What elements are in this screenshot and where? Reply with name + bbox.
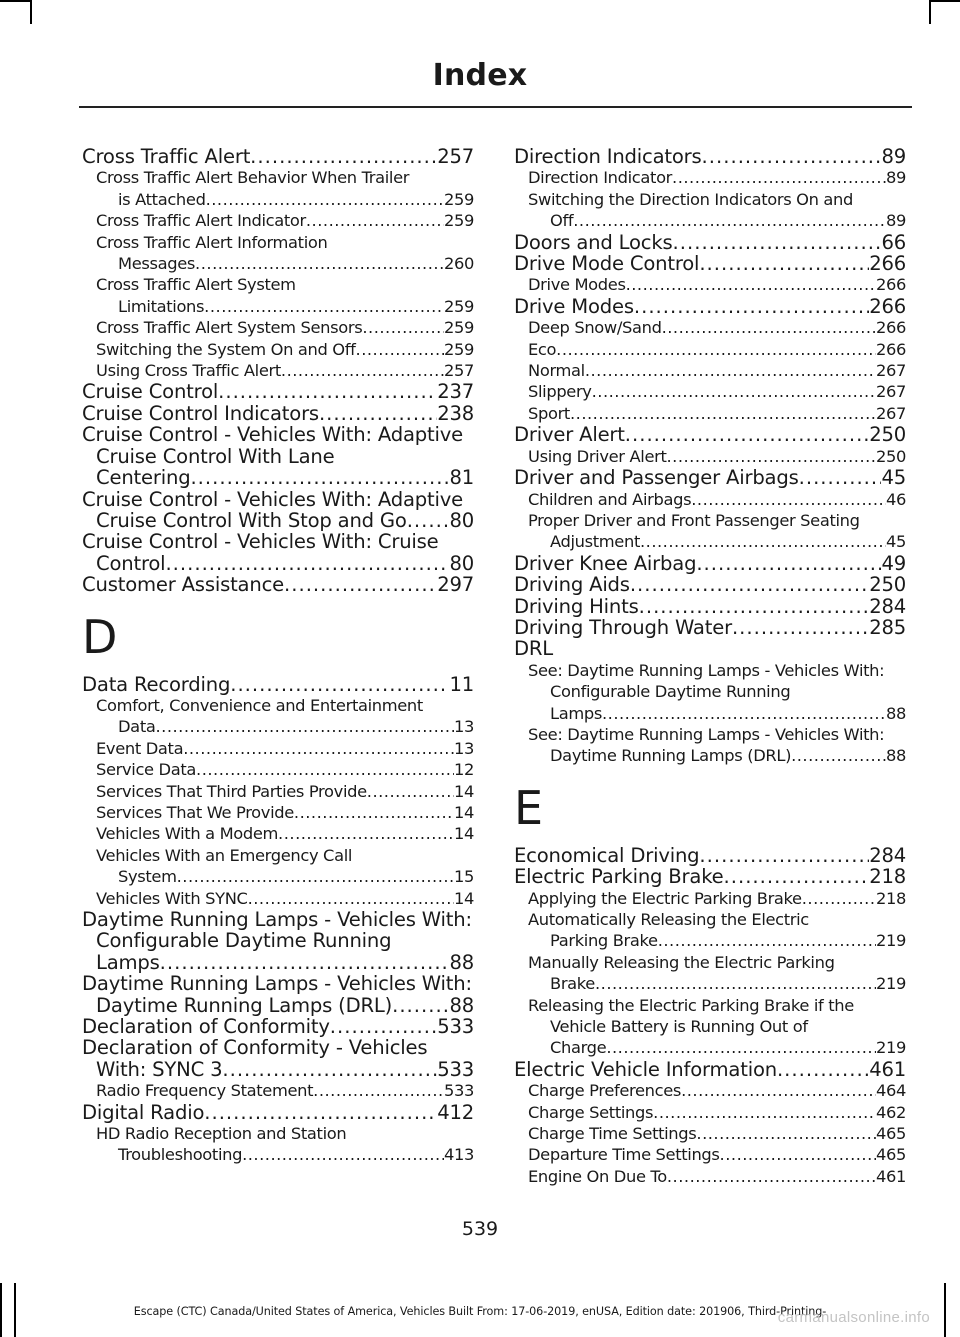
crop-mark-top-left-v <box>30 0 32 24</box>
entry-page-number: 259 <box>443 211 474 231</box>
entry-text: Driver Alert <box>514 423 625 447</box>
entry-page-number: 219 <box>875 974 906 994</box>
entry-page-number: 11 <box>449 672 474 696</box>
entry-page-number: 465 <box>875 1124 906 1144</box>
dot-leader <box>392 995 449 1016</box>
entry-text: Declaration of Conformity <box>82 1015 330 1039</box>
index-entry <box>514 253 906 274</box>
dot-leader <box>640 531 886 552</box>
entry-text: Daytime Running Lamps (DRL) <box>96 993 393 1017</box>
index-subentry <box>82 274 474 317</box>
dot-leader <box>319 403 437 424</box>
dot-leader <box>278 823 454 844</box>
dot-leader <box>570 403 876 424</box>
dot-leader <box>653 1102 876 1123</box>
entry-text: Cross Traffic Alert System <box>96 275 296 295</box>
entry-page-number: 266 <box>869 294 906 318</box>
dot-leader <box>592 381 876 402</box>
entry-page-number: 238 <box>437 401 474 425</box>
index-column-right <box>514 146 906 1187</box>
entry-page-number: 14 <box>453 824 474 844</box>
entry-page-number: 88 <box>885 746 906 766</box>
dot-leader <box>802 888 876 909</box>
entry-page-number: 533 <box>443 1081 474 1101</box>
entry-page-number: 412 <box>437 1100 474 1124</box>
entry-text: Charge <box>550 1038 607 1058</box>
entry-text: Services That Third Parties Provide <box>96 781 367 801</box>
dot-leader <box>667 1166 876 1187</box>
index-subentry <box>514 1166 906 1187</box>
page-number: 539 <box>461 1218 499 1240</box>
entry-text: DRL <box>514 637 554 661</box>
dot-leader <box>407 510 450 531</box>
entry-page-number: 14 <box>453 888 474 908</box>
entry-text: Cross Traffic Alert Indicator <box>96 211 306 231</box>
entry-text: Data Recording <box>82 672 231 696</box>
entry-page-number: 13 <box>453 738 474 758</box>
entry-page-number: 257 <box>443 361 474 381</box>
entry-page-number: 266 <box>875 275 906 295</box>
index-entry <box>514 617 906 638</box>
index-entry <box>514 1059 906 1080</box>
header-rule <box>79 106 912 108</box>
entry-page-number: 266 <box>875 339 906 359</box>
entry-text: Using Cross Traffic Alert <box>96 361 281 381</box>
entry-text: Troubleshooting <box>118 1145 243 1165</box>
index-entry <box>82 1037 474 1080</box>
entry-page-number: 89 <box>885 211 906 231</box>
index-subentry <box>514 1123 906 1144</box>
dot-leader <box>602 703 886 724</box>
entry-text: Driver and Passenger Airbags <box>514 466 799 490</box>
dot-leader <box>155 716 453 737</box>
dot-leader <box>356 339 444 360</box>
dot-leader <box>799 467 882 488</box>
dot-leader <box>658 930 876 951</box>
entry-page-number: 12 <box>453 760 474 780</box>
dot-leader <box>724 866 870 887</box>
index-subentry <box>82 888 474 909</box>
dot-leader <box>206 189 444 210</box>
entry-text: System <box>118 867 177 887</box>
dot-leader <box>732 617 869 638</box>
index-subentry <box>514 189 906 232</box>
index-entry <box>514 296 906 317</box>
entry-text: Cross Traffic Alert Information <box>96 232 328 252</box>
index-entry <box>514 845 906 866</box>
index-subentry <box>514 909 906 952</box>
index-column-left <box>82 146 474 1166</box>
entry-text: Drive Modes <box>514 294 634 318</box>
index-entry <box>82 381 474 402</box>
crop-mark-top-left <box>0 0 30 2</box>
entry-text: Cruise Control - Vehicles With: Adaptive <box>82 423 463 447</box>
entry-text: Control <box>96 551 166 575</box>
dot-leader <box>367 781 454 802</box>
index-entry <box>82 489 474 532</box>
entry-text: Services That We Provide <box>96 802 294 822</box>
entry-page-number: 15 <box>453 867 474 887</box>
entry-text: Daytime Running Lamps (DRL) <box>550 746 792 766</box>
index-entry <box>514 467 906 488</box>
entry-text: Sport <box>528 403 570 423</box>
dot-leader <box>699 253 869 274</box>
index-subentry <box>514 360 906 381</box>
entry-text: Cruise Control <box>82 380 219 404</box>
entry-page-number: 250 <box>869 423 906 447</box>
dot-leader <box>585 360 876 381</box>
entry-text: Vehicle Battery is Running Out of <box>550 1017 808 1037</box>
entry-page-number: 259 <box>443 189 474 209</box>
footer-edition-info: Escape (CTC) Canada/United States of America, Vehicles Built From: 17-06-2019, enUSA, Edition date: 201906, Third-Printing- <box>133 1305 827 1318</box>
entry-page-number: 219 <box>875 1038 906 1058</box>
index-entry <box>514 553 906 574</box>
entry-text: Service Data <box>96 760 197 780</box>
entry-text: Daytime Running Lamps - Vehicles With: <box>82 972 472 996</box>
entry-text: See: Daytime Running Lamps - Vehicles With: <box>528 660 885 680</box>
entry-text: Messages <box>118 254 196 274</box>
entry-text: Driving Through Water <box>514 615 732 639</box>
index-subentry <box>514 381 906 402</box>
index-entry <box>82 531 474 574</box>
index-entry <box>514 424 906 445</box>
dot-leader <box>196 759 454 780</box>
dot-leader <box>177 866 454 887</box>
dot-leader <box>204 296 444 317</box>
index-entry <box>514 866 906 887</box>
index-entry <box>514 146 906 167</box>
index-entry <box>82 1016 474 1037</box>
entry-page-number: 45 <box>885 532 906 552</box>
entry-text: Proper Driver and Front Passenger Seating <box>528 510 860 530</box>
dot-leader <box>195 253 444 274</box>
entry-text: Direction Indicator <box>528 168 673 188</box>
entry-page-number: 88 <box>449 993 474 1017</box>
entry-text: Drive Mode Control <box>514 252 700 276</box>
dot-leader <box>230 674 449 695</box>
entry-text: Electric Vehicle Information <box>514 1057 777 1081</box>
entry-page-number: 218 <box>869 865 906 889</box>
entry-text: Releasing the Electric Parking Brake if the <box>528 995 854 1015</box>
index-entry <box>514 596 906 617</box>
entry-page-number: 297 <box>437 573 474 597</box>
entry-text: Customer Assistance <box>82 573 285 597</box>
entry-page-number: 259 <box>443 339 474 359</box>
entry-page-number: 461 <box>875 1166 906 1186</box>
entry-text: Economical Driving <box>514 843 700 867</box>
entry-page-number: 462 <box>875 1102 906 1122</box>
index-subentry <box>82 210 474 231</box>
crop-mark-top-right-v <box>929 0 931 24</box>
entry-page-number: 250 <box>875 446 906 466</box>
entry-page-number: 284 <box>869 843 906 867</box>
dot-leader <box>595 973 876 994</box>
entry-text: Cruise Control - Vehicles With: Adaptive <box>82 487 463 511</box>
dot-leader <box>673 232 882 253</box>
entry-page-number: 413 <box>443 1145 474 1165</box>
index-subentry <box>82 802 474 823</box>
index-subentry <box>514 952 906 995</box>
entry-page-number: 285 <box>869 615 906 639</box>
entry-text: Automatically Releasing the Electric <box>528 910 809 929</box>
entry-text: is Attached <box>118 189 206 209</box>
entry-text: Cross Traffic Alert Behavior When Trailer <box>96 168 410 188</box>
watermark: carmanualsonline.info <box>777 1309 930 1326</box>
entry-text: Cross Traffic Alert <box>82 145 251 168</box>
entry-text: Cruise Control With Stop and Go <box>96 508 407 532</box>
page-title: Index <box>432 58 528 93</box>
dot-leader <box>330 1016 437 1037</box>
entry-text: Eco <box>528 339 557 359</box>
entry-text: Centering <box>96 466 191 490</box>
entry-text: Electric Parking Brake <box>514 865 724 889</box>
entry-text: Driving Hints <box>514 594 639 618</box>
dot-leader <box>681 1080 876 1101</box>
index-entry <box>82 973 474 1016</box>
dot-leader <box>630 574 869 595</box>
dot-leader <box>666 446 875 467</box>
index-subentry <box>514 1102 906 1123</box>
entry-text: Switching the System On and Off <box>96 339 356 359</box>
section-letter: D <box>82 609 118 664</box>
dot-leader <box>696 1123 876 1144</box>
entry-page-number: 45 <box>881 466 906 490</box>
dot-leader <box>625 424 869 445</box>
index-subentry <box>82 781 474 802</box>
entry-page-number: 267 <box>875 403 906 423</box>
entry-text: Vehicles With SYNC <box>96 888 248 908</box>
entry-text: Lamps <box>96 950 160 974</box>
entry-page-number: 14 <box>453 781 474 801</box>
entry-page-number: 259 <box>443 318 474 338</box>
entry-text: Vehicles With a Modem <box>96 824 279 844</box>
index-entry <box>82 674 474 695</box>
dot-leader <box>242 1144 444 1165</box>
entry-text: Applying the Electric Parking Brake <box>528 888 802 908</box>
section-letter: E <box>514 780 544 835</box>
entry-page-number: 89 <box>885 168 906 188</box>
dot-leader <box>204 1102 437 1123</box>
entry-text: Using Driver Alert <box>528 446 667 466</box>
entry-text: Comfort, Convenience and Entertainment <box>96 695 423 715</box>
entry-text: Brake <box>550 974 595 994</box>
entry-page-number: 80 <box>449 551 474 575</box>
entry-page-number: 88 <box>885 703 906 723</box>
index-subentry <box>82 738 474 759</box>
entry-page-number: 66 <box>881 230 906 254</box>
entry-text: Configurable Daytime Running <box>96 929 392 953</box>
dot-leader <box>720 1144 876 1165</box>
index-subentry <box>82 823 474 844</box>
entry-page-number: 257 <box>437 145 474 168</box>
entry-page-number: 80 <box>449 508 474 532</box>
index-subentry <box>514 995 906 1059</box>
index-entry <box>82 574 474 595</box>
index-subentry <box>514 446 906 467</box>
index-subentry <box>82 167 474 210</box>
entry-text: Switching the Direction Indicators On and <box>528 189 853 209</box>
entry-text: See: Daytime Running Lamps - Vehicles With: <box>528 724 885 744</box>
entry-page-number: 219 <box>875 931 906 951</box>
entry-text: Declaration of Conformity - Vehicles <box>82 1036 428 1060</box>
index-subentry <box>82 339 474 360</box>
entry-text: Drive Modes <box>528 275 626 295</box>
entry-text: Parking Brake <box>550 931 658 951</box>
dot-leader <box>294 802 454 823</box>
dot-leader <box>672 167 886 188</box>
entry-page-number: 533 <box>437 1057 474 1081</box>
dot-leader <box>556 339 876 360</box>
entry-text: Adjustment <box>550 532 640 552</box>
entry-page-number: 266 <box>869 252 906 276</box>
entry-page-number: 14 <box>453 802 474 822</box>
entry-page-number: 218 <box>875 888 906 908</box>
index-subentry <box>514 510 906 553</box>
entry-text: Off <box>550 211 574 231</box>
entry-text: Lamps <box>550 703 602 723</box>
index-subentry <box>82 360 474 381</box>
dot-leader <box>284 574 437 595</box>
index-subentry <box>82 1123 474 1166</box>
entry-text: Doors and Locks <box>514 230 673 254</box>
entry-page-number: 260 <box>443 254 474 274</box>
index-subentry <box>514 403 906 424</box>
index-entry <box>514 574 906 595</box>
dot-leader <box>160 952 450 973</box>
entry-text: Cruise Control With Lane <box>96 444 335 468</box>
index-subentry <box>514 489 906 510</box>
index-subentry <box>82 317 474 338</box>
dot-leader <box>250 146 437 167</box>
entry-page-number: 465 <box>875 1145 906 1165</box>
entry-page-number: 267 <box>875 361 906 381</box>
entry-text: Digital Radio <box>82 1100 205 1124</box>
entry-text: Slippery <box>528 382 592 402</box>
dot-leader <box>696 553 881 574</box>
index-subentry <box>514 317 906 338</box>
entry-page-number: 13 <box>453 717 474 737</box>
entry-text: Event Data <box>96 738 184 758</box>
entry-text: Engine On Due To <box>528 1166 667 1186</box>
dot-leader <box>626 274 876 295</box>
index-subentry <box>514 1144 906 1165</box>
dot-leader <box>362 317 444 338</box>
index-entry <box>514 232 906 253</box>
dot-leader <box>573 210 886 231</box>
entry-text: Normal <box>528 361 585 381</box>
index-subentry <box>514 1080 906 1101</box>
entry-page-number: 284 <box>869 594 906 618</box>
index-entry <box>514 638 906 659</box>
dot-leader <box>606 1037 876 1058</box>
entry-text: Children and Airbags <box>528 489 692 509</box>
index-subentry <box>82 759 474 780</box>
index-subentry <box>514 660 906 724</box>
entry-page-number: 46 <box>885 489 906 509</box>
entry-text: Radio Frequency Statement <box>96 1081 314 1101</box>
entry-text: Cruise Control - Vehicles With: Cruise <box>82 530 439 554</box>
entry-page-number: 88 <box>449 950 474 974</box>
dot-leader <box>662 317 876 338</box>
entry-text: Departure Time Settings <box>528 1145 720 1165</box>
dot-leader <box>183 738 454 759</box>
entry-text: Daytime Running Lamps - Vehicles With: <box>82 908 472 931</box>
index-subentry <box>82 695 474 738</box>
entry-text: Limitations <box>118 296 205 316</box>
dot-leader <box>791 745 886 766</box>
index-subentry <box>82 1080 474 1101</box>
entry-text: Direction Indicators <box>514 145 702 168</box>
entry-text: Configurable Daytime Running <box>550 682 791 702</box>
entry-page-number: 267 <box>875 382 906 402</box>
index-subentry <box>82 232 474 275</box>
entry-text: Driver Knee Airbag <box>514 551 697 575</box>
entry-text: Data <box>118 717 156 737</box>
dot-leader <box>306 210 444 231</box>
entry-page-number: 266 <box>875 318 906 338</box>
dot-leader <box>699 845 869 866</box>
dot-leader <box>691 489 886 510</box>
entry-page-number: 250 <box>869 573 906 597</box>
index-subentry <box>514 888 906 909</box>
entry-page-number: 81 <box>449 466 474 490</box>
index-subentry <box>514 724 906 767</box>
dot-leader <box>702 146 882 167</box>
entry-page-number: 533 <box>437 1015 474 1039</box>
entry-page-number: 461 <box>869 1057 906 1081</box>
entry-page-number: 464 <box>875 1081 906 1101</box>
entry-page-number: 259 <box>443 296 474 316</box>
entry-text: Charge Preferences <box>528 1081 682 1101</box>
crop-mark-top-right <box>930 0 960 2</box>
dot-leader <box>222 1059 437 1080</box>
index-entry <box>82 1102 474 1123</box>
index-entry <box>82 909 474 973</box>
index-subentry <box>514 339 906 360</box>
entry-page-number: 49 <box>881 551 906 575</box>
dot-leader <box>281 360 444 381</box>
entry-text: Cross Traffic Alert System Sensors <box>96 318 363 338</box>
index-entry <box>82 403 474 424</box>
entry-text: With: SYNC 3 <box>96 1057 223 1081</box>
index-entry <box>82 146 474 167</box>
dot-leader <box>190 467 449 488</box>
entry-text: Vehicles With an Emergency Call <box>96 845 353 865</box>
dot-leader <box>639 596 870 617</box>
dot-leader <box>165 553 449 574</box>
index-subentry <box>514 167 906 188</box>
index-subentry <box>82 845 474 888</box>
entry-page-number: 89 <box>881 145 906 168</box>
entry-text: Cruise Control Indicators <box>82 401 319 425</box>
dot-leader <box>248 888 454 909</box>
dot-leader <box>313 1080 444 1101</box>
index-subentry <box>514 274 906 295</box>
index-entry <box>82 424 474 488</box>
entry-text: Deep Snow/Sand <box>528 318 662 338</box>
entry-text: Charge Time Settings <box>528 1124 697 1144</box>
entry-text: Charge Settings <box>528 1102 654 1122</box>
entry-page-number: 237 <box>437 380 474 404</box>
dot-leader <box>218 381 437 402</box>
dot-leader <box>634 296 869 317</box>
dot-leader <box>777 1059 869 1080</box>
entry-text: Driving Aids <box>514 573 630 597</box>
entry-text: Manually Releasing the Electric Parking <box>528 952 835 972</box>
entry-text: HD Radio Reception and Station <box>96 1124 347 1144</box>
